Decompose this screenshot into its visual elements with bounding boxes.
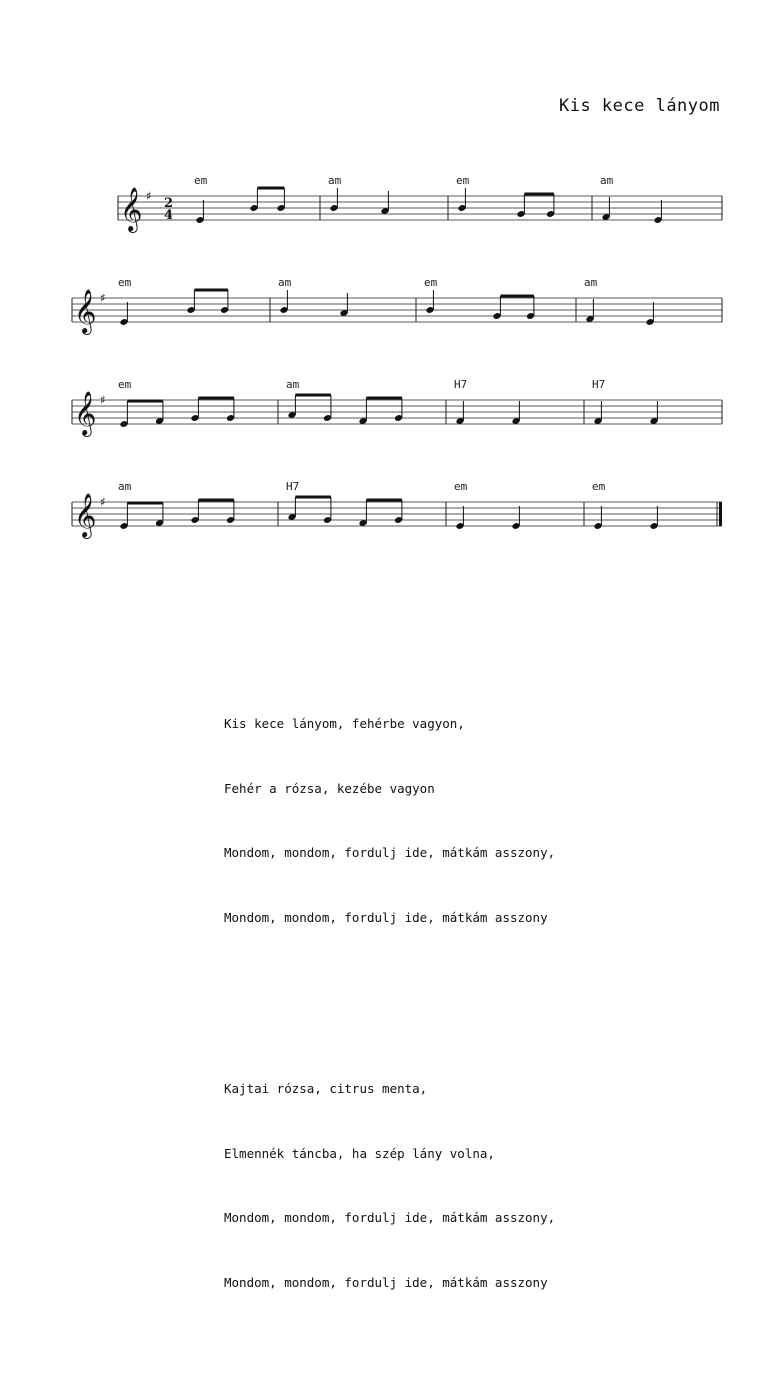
lyric-line: Kis kece lányom, fehérbe vagyon, xyxy=(224,716,465,731)
chord-symbol: em xyxy=(592,480,606,493)
lyrics xyxy=(224,627,555,1379)
treble-clef-icon: 𝄞 xyxy=(74,493,97,537)
final-barline-thick xyxy=(719,502,722,526)
lyric-line: Mondom, mondom, fordulj ide, mátkám asszony, xyxy=(224,1210,556,1225)
staff-system xyxy=(72,378,722,437)
chord-symbol: am xyxy=(286,378,300,391)
lyrics-stanza-2 xyxy=(224,1035,555,1336)
chord-symbol: em xyxy=(454,480,468,493)
chord-symbol: am xyxy=(600,174,614,187)
chord-symbol: am xyxy=(118,480,132,493)
lyric-line: Mondom, mondom, fordulj ide, mátkám asszony xyxy=(224,909,548,925)
lyric-line: Elmennék táncba, ha szép lány volna, xyxy=(224,1145,495,1161)
staff-system xyxy=(72,480,722,539)
chord-symbol: em xyxy=(424,276,438,289)
lyric-line: Kajtai rózsa, citrus menta, xyxy=(224,1081,428,1096)
chord-symbol: em xyxy=(118,276,132,289)
chord-symbol: H7 xyxy=(592,378,606,391)
lyric-line: Mondom, mondom, fordulj ide, mátkám asszony, xyxy=(224,845,556,860)
chord-symbol: am xyxy=(584,276,598,289)
chord-symbol: H7 xyxy=(454,378,468,391)
chord-symbol: em xyxy=(194,174,208,187)
treble-clef-icon: 𝄞 xyxy=(120,187,143,231)
chord-symbol: am xyxy=(328,174,342,187)
key-signature-sharp-icon: ♯ xyxy=(100,393,106,407)
chord-symbol: em xyxy=(118,378,132,391)
staff-system xyxy=(118,174,722,233)
lyric-line: Mondom, mondom, fordulj ide, mátkám asszony xyxy=(224,1274,548,1290)
key-signature-sharp-icon: ♯ xyxy=(100,495,106,509)
chord-symbol: am xyxy=(278,276,292,289)
time-signature-numerator: 2 xyxy=(164,196,174,211)
treble-clef-icon: 𝄞 xyxy=(74,391,97,435)
time-signature-denominator: 4 xyxy=(164,208,174,223)
sheet-music xyxy=(0,0,768,600)
song-title: Kis kece lányom xyxy=(558,96,720,116)
key-signature-sharp-icon: ♯ xyxy=(146,189,152,203)
lyrics-stanza-1 xyxy=(224,670,555,971)
treble-clef-icon: 𝄞 xyxy=(74,289,97,333)
lyric-line: Fehér a rózsa, kezébe vagyon xyxy=(224,780,435,796)
chord-symbol: H7 xyxy=(286,480,300,493)
staff-system xyxy=(72,276,722,335)
chord-symbol: em xyxy=(456,174,470,187)
key-signature-sharp-icon: ♯ xyxy=(100,291,106,305)
